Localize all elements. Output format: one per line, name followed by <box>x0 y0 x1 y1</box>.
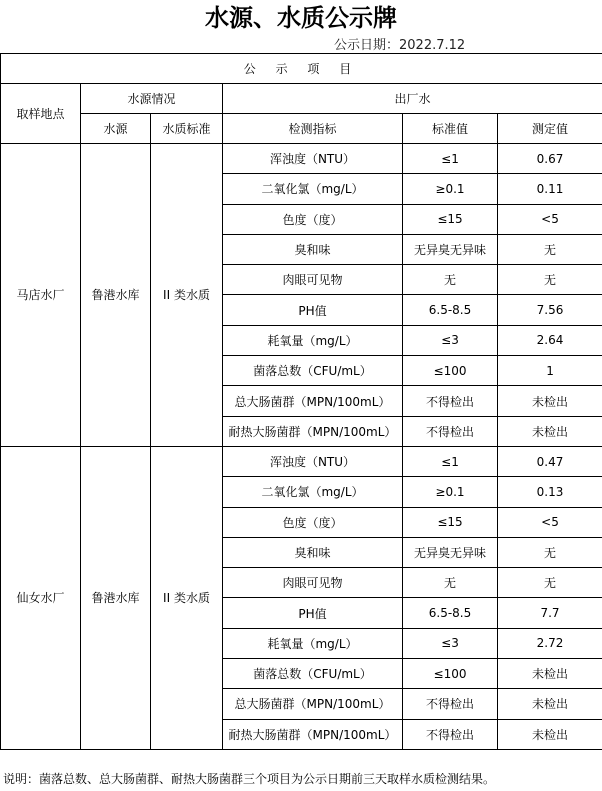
quality-cell: II 类水质 <box>151 446 223 749</box>
measured-cell: 无 <box>498 568 602 598</box>
standard-cell: 不得检出 <box>403 416 498 446</box>
measured-cell: 0.13 <box>498 477 602 507</box>
measured-cell: 无 <box>498 234 602 264</box>
standard-cell: 无异臭无异味 <box>403 537 498 567</box>
standard-cell: ≤3 <box>403 325 498 355</box>
indicator-header: 检测指标 <box>223 114 403 144</box>
standard-cell: ≤100 <box>403 356 498 386</box>
indicator-cell: 浑浊度（NTU） <box>223 446 403 476</box>
measured-cell: 未检出 <box>498 659 602 689</box>
standard-cell: 不得检出 <box>403 719 498 749</box>
site-cell: 马店水厂 <box>1 144 81 447</box>
indicator-cell: 耗氧量（mg/L） <box>223 628 403 658</box>
indicator-cell: 菌落总数（CFU/mL） <box>223 356 403 386</box>
standard-cell: 无 <box>403 568 498 598</box>
standard-cell: ≤1 <box>403 144 498 174</box>
page-title: 水源、水质公示牌 <box>205 4 397 32</box>
source-cell: 鲁港水库 <box>81 144 151 447</box>
table-row <box>1 144 602 174</box>
measured-cell: <5 <box>498 507 602 537</box>
standard-cell: ≥0.1 <box>403 174 498 204</box>
standard-header: 标准值 <box>403 114 498 144</box>
measured-cell: 未检出 <box>498 719 602 749</box>
indicator-cell: 菌落总数（CFU/mL） <box>223 659 403 689</box>
standard-cell: ≤1 <box>403 446 498 476</box>
measured-cell: 无 <box>498 537 602 567</box>
standard-cell: ≤3 <box>403 628 498 658</box>
indicator-cell: 耐热大肠菌群（MPN/100mL） <box>223 719 403 749</box>
standard-cell: 无异臭无异味 <box>403 234 498 264</box>
measured-cell: 0.67 <box>498 144 602 174</box>
indicator-cell: 耗氧量（mg/L） <box>223 325 403 355</box>
source-cell: 鲁港水库 <box>81 446 151 749</box>
quality-std-header: 水质标准 <box>151 114 223 144</box>
standard-cell: ≤15 <box>403 204 498 234</box>
standard-cell: 6.5-8.5 <box>403 598 498 628</box>
measured-cell: 7.56 <box>498 295 602 325</box>
measured-header: 测定值 <box>498 114 602 144</box>
measured-cell: 2.72 <box>498 628 602 658</box>
source-header: 水源 <box>81 114 151 144</box>
indicator-cell: 总大肠菌群（MPN/100mL） <box>223 689 403 719</box>
measured-cell: 2.64 <box>498 325 602 355</box>
standard-cell: 不得检出 <box>403 689 498 719</box>
announce-date: 公示日期：2022.7.12 <box>334 38 466 53</box>
site-header: 取样地点 <box>1 84 81 144</box>
measured-cell: 1 <box>498 356 602 386</box>
measured-cell: 未检出 <box>498 416 602 446</box>
standard-cell: ≥0.1 <box>403 477 498 507</box>
indicator-cell: 色度（度） <box>223 507 403 537</box>
measured-cell: 未检出 <box>498 386 602 416</box>
outlet-header: 出厂水 <box>223 84 602 114</box>
header-row-1 <box>1 84 602 114</box>
indicator-cell: 耐热大肠菌群（MPN/100mL） <box>223 416 403 446</box>
measured-cell: 0.47 <box>498 446 602 476</box>
announce-row <box>1 54 602 84</box>
indicator-cell: 二氧化氯（mg/L） <box>223 174 403 204</box>
standard-cell: 6.5-8.5 <box>403 295 498 325</box>
indicator-cell: 总大肠菌群（MPN/100mL） <box>223 386 403 416</box>
measured-cell: 0.11 <box>498 174 602 204</box>
indicator-cell: PH值 <box>223 598 403 628</box>
standard-cell: 无 <box>403 265 498 295</box>
measured-cell: 未检出 <box>498 689 602 719</box>
standard-cell: ≤100 <box>403 659 498 689</box>
quality-cell: II 类水质 <box>151 144 223 447</box>
header-row-2 <box>1 114 602 144</box>
indicator-cell: 色度（度） <box>223 204 403 234</box>
indicator-cell: 浑浊度（NTU） <box>223 144 403 174</box>
source-info-header: 水源情况 <box>81 84 223 114</box>
measured-cell: 无 <box>498 265 602 295</box>
standard-cell: 不得检出 <box>403 386 498 416</box>
indicator-cell: PH值 <box>223 295 403 325</box>
indicator-cell: 肉眼可见物 <box>223 568 403 598</box>
indicator-cell: 肉眼可见物 <box>223 265 403 295</box>
announce-heading: 公 示 项 目 <box>1 54 602 84</box>
site-cell: 仙女水厂 <box>1 446 81 749</box>
indicator-cell: 二氧化氯（mg/L） <box>223 477 403 507</box>
measured-cell: <5 <box>498 204 602 234</box>
standard-cell: ≤15 <box>403 507 498 537</box>
indicator-cell: 臭和味 <box>223 234 403 264</box>
measured-cell: 7.7 <box>498 598 602 628</box>
table-row <box>1 446 602 476</box>
indicator-cell: 臭和味 <box>223 537 403 567</box>
water-quality-table <box>0 53 602 750</box>
footnote: 说明：菌落总数、总大肠菌群、耐热大肠菌群三个项目为公示日期前三天取样水质检测结果。 <box>3 772 496 786</box>
